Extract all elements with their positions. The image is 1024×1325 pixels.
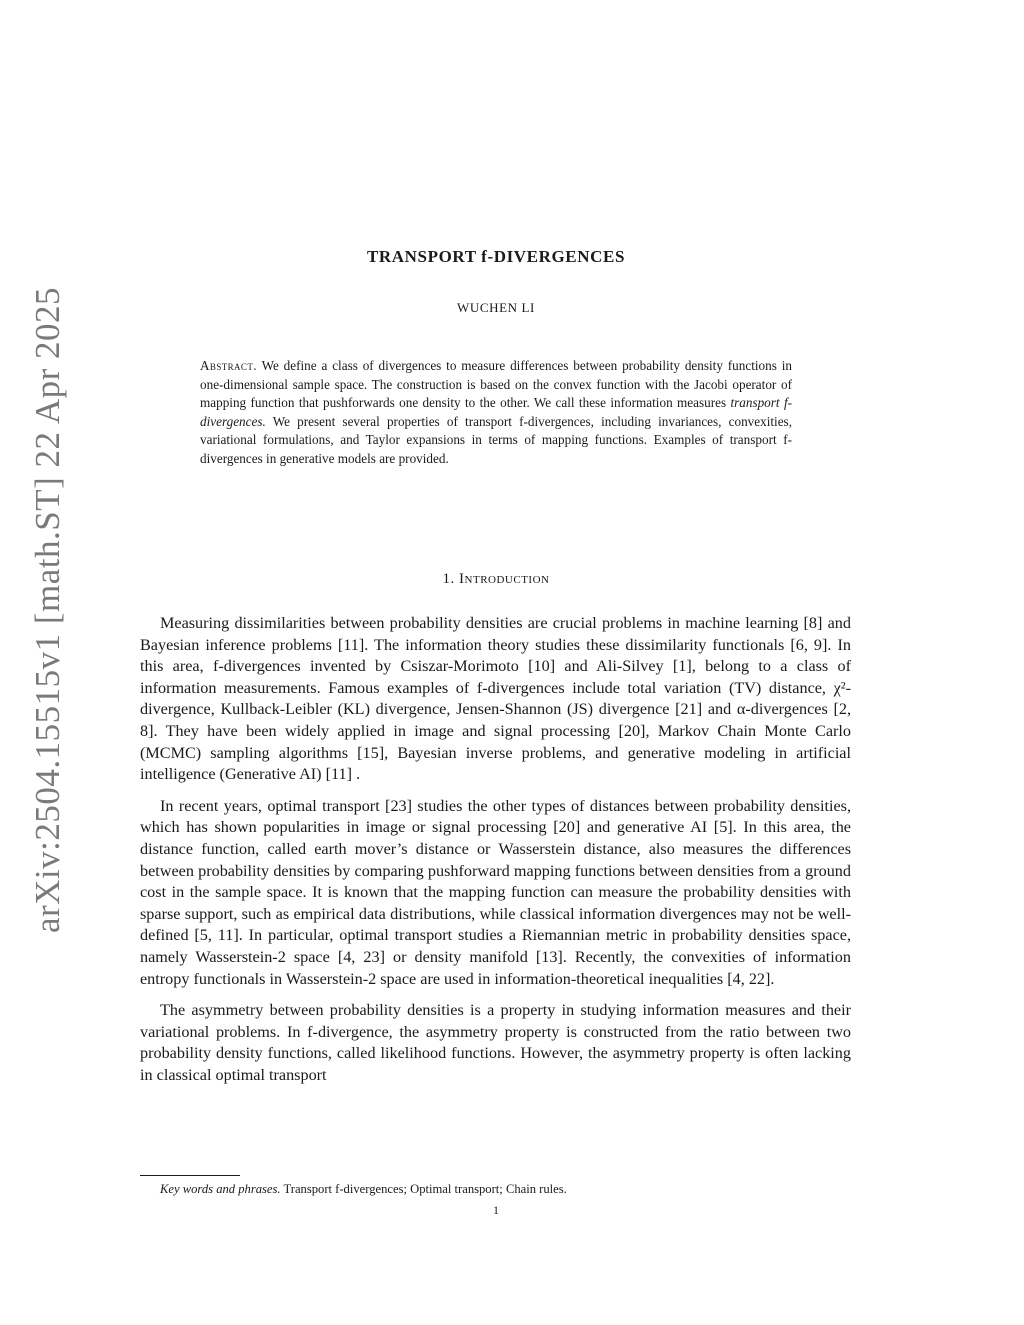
abstract-text-before: We define a class of divergences to measure differences between probability density functions in one-dimensional sample space. The construction is based on the convex function with the Jacobi operator of mapping function that pushforwards one density to the other. We call these information measures xyxy=(200,358,792,411)
abstract-emphasis: transport f-divergences. xyxy=(200,395,792,429)
footnote xyxy=(160,1182,850,1197)
paper-title: TRANSPORT f-DIVERGENCES xyxy=(366,247,625,266)
footnote-text: Transport f-divergences; Optimal transport; Chain rules. xyxy=(280,1182,567,1196)
section-title: Introduction xyxy=(459,571,550,587)
abstract-text-after: We present several properties of transport f-divergences, including invariances, convexities, variational formulations, and Taylor expansions in terms of mapping functions. Examples of transport f-divergences in generative models are provided. xyxy=(200,413,792,466)
paragraph-2: In recent years, optimal transport [23] studies the other types of distances between probability densities, which has shown popularities in image or signal processing [20] and generative AI [5]. In this area, the distance function, called earth mover’s distance or Wasserstein distance, also measures the differences between probability densities by comparing pushforward mapping functions between densities from a ground cost in the sample space. It is known that the mapping function can measure the probability densities with sparse support, such as empirical data distributions, while classical information divergences may not be well-defined [5, 11]. In particular, optimal transport studies a Riemannian metric in probability densities space, namely Wasserstein-2 space [4, 23] or density manifold [13]. Recently, the convexities of information entropy functionals in Wasserstein-2 space are used in information-theoretical inequalities [4, 22]. xyxy=(140,796,851,988)
body-text xyxy=(140,613,851,1096)
paragraph-3: The asymmetry between probability densities is a property in studying information measures and their variational problems. In f-divergence, the asymmetry property is constructed from the ratio between two probability density functions, called likelihood functions. However, the asymmetry property is often lacking in classical optimal transport xyxy=(140,1001,851,1084)
section-heading xyxy=(0,571,992,588)
abstract-label: Abstract. xyxy=(200,358,257,373)
paragraph-1: Measuring dissimilarities between probability densities are crucial problems in machine learning [8] and Bayesian inference problems [11]. The information theory studies these dissimilarity functionals [6, 9]. In this area, f-divergences invented by Csiszar-Morimoto [10] and Ali-Silvey [1], belong to a class of information measurements. Famous examples of f-divergences include total variation (TV) distance, χ²-divergence, Kullback-Leibler (KL) divergence, Jensen-Shannon (JS) divergence [21] and α-divergences [2, 8]. They have been widely applied in image and signal processing [20], Markov Chain Monte Carlo (MCMC) sampling algorithms [15], Bayesian inverse problems, and generative modeling in artificial intelligence (Generative AI) [11] . xyxy=(140,614,851,784)
abstract xyxy=(200,357,792,469)
footnote-rule xyxy=(140,1175,240,1176)
arxiv-identifier: arXiv:2504.15515v1 [math.ST] 22 Apr 2025 xyxy=(28,286,67,934)
section-number: 1. xyxy=(442,571,455,587)
paper-author: WUCHEN LI xyxy=(457,300,535,315)
footnote-label: Key words and phrases. xyxy=(160,1182,281,1196)
page-number: 1 xyxy=(493,1203,499,1217)
